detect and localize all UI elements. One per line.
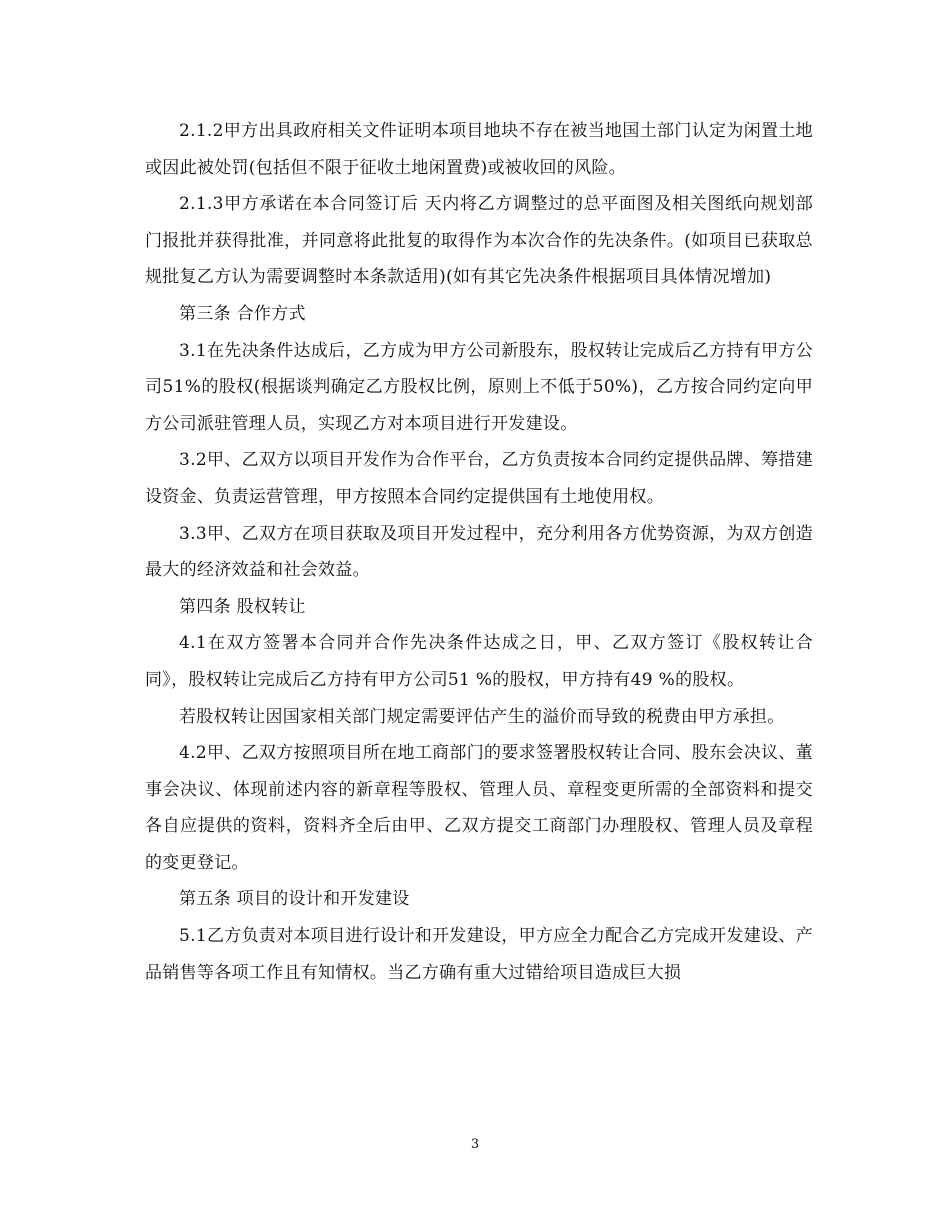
article-3-heading: 第三条 合作方式 <box>179 303 306 324</box>
clause-2-1-2: 2.1.2甲方出具政府相关文件证明本项目地块不存在被当地国土部门认定为闲置土地或因此被处罚(包括但不限于征收土地闲置费)或被收回的风险。 <box>145 121 813 178</box>
clause-3-1: 3.1在先决条件达成后，乙方成为甲方公司新股东，股权转让完成后乙方持有甲方公司51%的股权(根据谈判确定乙方股权比例，原则上不低于50%)，乙方按合同约定向甲方公司派驻管理人员，实现乙方对本项目进行开发建设。 <box>145 340 813 434</box>
article-5-heading: 第五条 项目的设计和开发建设 <box>179 889 410 910</box>
clause-3-3: 3.3甲、乙双方在项目获取及项目开发过程中，充分利用各方优势资源，为双方创造最大的经济效益和社会效益。 <box>145 523 813 581</box>
clause-4-2: 4.2甲、乙双方按照项目所在地工商部门的要求签署股权转让合同、股东会决议、董事会决议、体现前述内容的新章程等股权、管理人员、章程变更所需的全部资料和提交各自应提供的资料，资料齐全后由甲、乙双方提交工商部门办理股权、管理人员及章程的变更登记。 <box>145 743 813 873</box>
clause-4-1: 4.1在双方签署本合同并合作先决条件达成之日，甲、乙双方签订《股权转让合同》，股权转让完成后乙方持有甲方公司51 %的股权，甲方持有49 %的股权。 <box>145 633 813 690</box>
clause-4-1-tax: 若股权转让因国家相关部门规定需要评估产生的溢价而导致的税费由甲方承担。 <box>179 706 785 727</box>
document-body <box>145 113 813 991</box>
article-4-heading: 第四条 股权转让 <box>179 596 306 617</box>
page-number: 3 <box>470 1137 480 1152</box>
clause-2-1-3: 2.1.3甲方承诺在本合同签订后 天内将乙方调整过的总平面图及相关图纸向规划部门报批并获得批准，并同意将此批复的取得作为本次合作的先决条件。(如项目已获取总规批复乙方认为需要调整时本条款适用)(如有其它先决条件根据项目具体情况增加) <box>145 194 813 288</box>
clause-3-2: 3.2甲、乙双方以项目开发作为合作平台，乙方负责按本合同约定提供品牌、筹措建设资金、负责运营管理，甲方按照本合同约定提供国有土地使用权。 <box>145 450 813 507</box>
clause-5-1: 5.1乙方负责对本项目进行设计和开发建设，甲方应全力配合乙方完成开发建设、产品销售等各项工作且有知情权。当乙方确有重大过错给项目造成巨大损 <box>145 926 813 983</box>
